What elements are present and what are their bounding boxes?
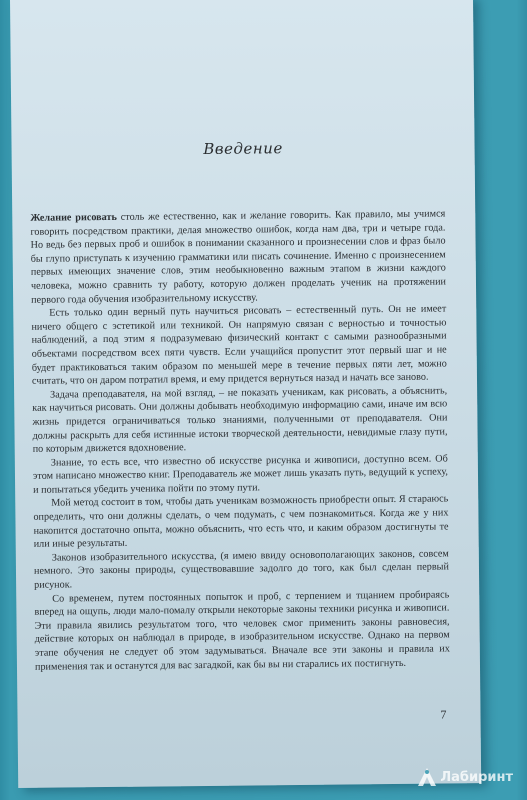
paragraph	[30, 207, 446, 306]
watermark	[416, 766, 513, 788]
watermark-text: Лабиринт	[440, 769, 513, 785]
paragraph-text: столь же естественно, как и желание говорить. Как правило, мы учимся говорить посредством практики, делая множество ошибок, когда нам два, три и четыре года. Но ведь без первых проб и ошибок в понимании сказанного и произнесении слов и фраз было бы глупо приступать к изучению грамматики или писать сочинение. Именно с произнесением первых имеющих значение слов, этим необыкновенно важным этапом в жизни каждого человека, можно сравнить ту работу, которую должен проделать ученик на протяжении первого года обучения изобразительному искусству.	[30, 208, 447, 306]
paragraph-text: Мой метод состоит в том, чтобы дать ученикам возможность приобрести опыт. Я стараюсь определить, что они должны сделать, о чем подумать, с чем познакомиться. Когда же у них накопится достаточно опыта, можно объяснить, что есть что, и каким образом достигнуты те или иные результаты.	[33, 493, 449, 551]
paragraph-text: Законов изобразительного искусства, (я имею ввиду основополагающих законов, совсем немного. Это законы природы, существовавшие задолго до того, как был сделан первый рисунок.	[33, 548, 450, 591]
body-text	[30, 207, 450, 674]
paragraph-text: Знание, то есть все, что известно об искусстве рисунка и живописи, доступно всем. Об этом написано множество книг. Преподаватель же может лишь указать путь, ведущий к успеху, и попытаться убедить ученика пойти по этому пути.	[32, 453, 449, 496]
chapter-title: Введение	[203, 139, 283, 158]
paragraph	[31, 303, 447, 389]
paragraph	[34, 588, 450, 674]
paragraph-text: Есть только один верный путь научиться рисовать – естественный путь. Он не имеет ничего общего с эстетикой или техникой. Он напрямую связан с верностью и точностью наблюдений, а под этим я подразумеваю физический контакт с самыми разнообразными объектами посредством всех пяти чувств. Если учащийся пропустит этот первый шаг и не будет практиковаться таким образом по меньшей мере в течение первых пяти лет, можно считать, что он даром потратил время, и ему придется вернуться назад и начать все заново.	[31, 303, 447, 387]
paragraph-text: Со временем, путем постоянных попыток и проб, с терпением и тщанием пробираясь вперед на ощупь, люди мало-помалу открыли некоторые законы техники рисунка и живописи. Эти правила явились результатом того, что человек смог применить законы равновесия, действие которых он наблюдал в природе, в изобразительном искусстве. Однако на первом этапе обучения не следует об этом задумываться. Вначале все эти законы и правила их применения так и останутся для вас загадкой, как бы вы ни старались их постигнуть.	[34, 589, 450, 673]
labyrinth-logo-icon	[416, 766, 438, 788]
page-number: 7	[440, 707, 447, 722]
paragraph	[33, 452, 448, 497]
book-page	[10, 0, 481, 788]
paragraph	[33, 493, 449, 552]
paragraph-text: Задача преподавателя, на мой взгляд, – не показать ученикам, как рисовать, а объяснить, как научиться рисовать. Они должны добывать необходимую информацию сами, иначе им всю жизнь придется ограничиваться только знаниями, полученными от преподавателя. Они должны раскрыть для себя истинные истоки творческой деятельности, невидимые глазу пути, по которым движется вдохновение.	[32, 385, 448, 455]
paragraph	[34, 547, 449, 592]
paragraph	[32, 384, 448, 456]
paragraph-lead: Желание рисовать	[30, 211, 117, 224]
